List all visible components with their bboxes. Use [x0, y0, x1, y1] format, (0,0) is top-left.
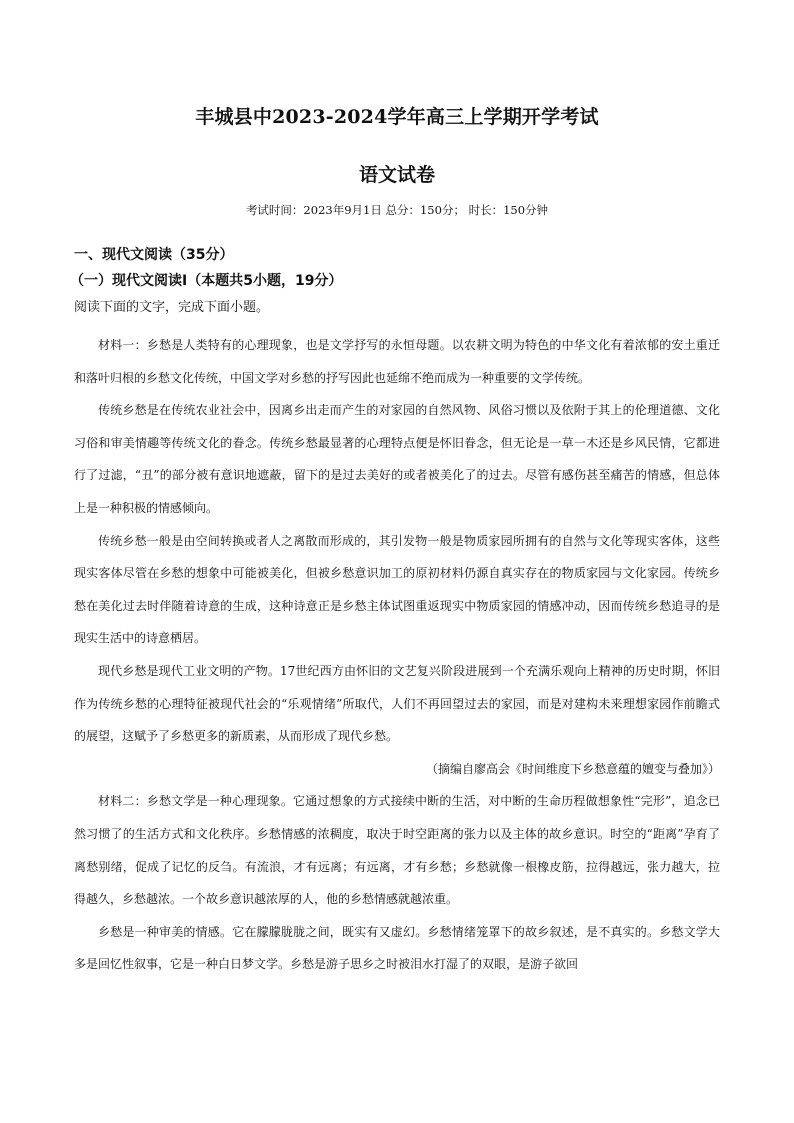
- material-one-source: （摘编自廖高会《时间维度下乡愁意蕴的嬗变与叠加》）: [425, 761, 720, 776]
- exam-title: 丰城县中2023-2024学年高三上学期开学考试: [195, 106, 599, 128]
- material-two-paragraph-2: 乡愁是一种审美的情感。它在朦朦胧胧之间，既实有又虚幻。乡愁情绪笼罩下的故乡叙述，是不真实的。乡愁文学大多是回忆性叙事，它是一种白日梦文学。乡愁是游子思乡之时被泪水打湿了的双眼，是游子欲回: [74, 924, 720, 972]
- material-one-paragraph-2: 传统乡愁是在传统农业社会中，因离乡出走而产生的对家园的自然风物、风俗习惯以及依附于其上的伦理道德、文化习俗和审美情趣等传统文化的眷念。传统乡愁最显著的心理特点便是怀旧眷念，但无论是一草一木还是乡风民情，它都进行了过滤，“丑”的部分被有意识地遮蔽，留下的是过去美好的或者被美化了的过去。尽管有感伤甚至痛苦的情感，但总体上是一种积极的情感倾向。: [74, 403, 720, 515]
- material-one-paragraph-1: 材料一：乡愁是人类特有的心理现象，也是文学抒写的永恒母题。以农耕文明为特色的中华文化有着浓郁的安土重迁和落叶归根的乡愁文化传统，中国文学对乡愁的抒写因此也延绵不绝而成为一种重要的文学传统。: [74, 338, 720, 385]
- exam-subtitle: 语文试卷: [358, 164, 435, 186]
- reading-material: [74, 329, 720, 981]
- subsection-heading: （一）现代文阅读Ⅰ（本题共5小题，19分）: [70, 273, 343, 289]
- material-one-paragraph-4: 现代乡愁是现代工业文明的产物。17世纪西方由怀旧的文艺复兴阶段进展到一个充满乐观向上精神的历史时期，怀旧作为传统乡愁的心理特征被现代社会的“乐观情绪”所取代，人们不再回望过去的家园，而是对建构未来理想家园作前瞻式的展望，这赋予了乡愁更多的新质素，从而形成了现代乡愁。: [74, 663, 720, 744]
- section-heading: 一、现代文阅读（35分）: [74, 247, 234, 263]
- material-one-paragraph-3: 传统乡愁一般是由空间转换或者人之离散而形成的，其引发物一般是物质家园所拥有的自然与文化等现实客体，这些现实客体尽管在乡愁的想象中可能被美化，但被乡愁意识加工的原初材料仍源自真实存在的物质家园与文化家园。传统乡愁在美化过去时伴随着诗意的生成，这种诗意正是乡愁主体试图重返现实中物质家园的情感冲动，因而传统乡愁追寻的是现实生活中的诗意栖居。: [74, 533, 720, 646]
- reading-instruction: 阅读下面的文字，完成下面小题。: [74, 300, 270, 315]
- exam-info-line: 考试时间：2023年9月1日 总分：150分； 时长：150分钟: [245, 203, 549, 217]
- material-two-paragraph-1: 材料二：乡愁文学是一种心理现象。它通过想象的方式接续中断的生活，对中断的生命历程做想象性“完形”，追念已然习惯了的生活方式和文化秩序。乡愁情感的浓稠度，取决于时空距离的张力以及主体的故乡意识。时空的“距离”孕育了离愁别绪，促成了记忆的反刍。有流浪，才有远离；有远离，才有乡愁；乡愁就像一根橡皮筋，拉得越远，张力越大，拉得越久，乡愁越浓。一个故乡意识越浓厚的人，他的乡愁情感就越浓重。: [74, 794, 720, 907]
